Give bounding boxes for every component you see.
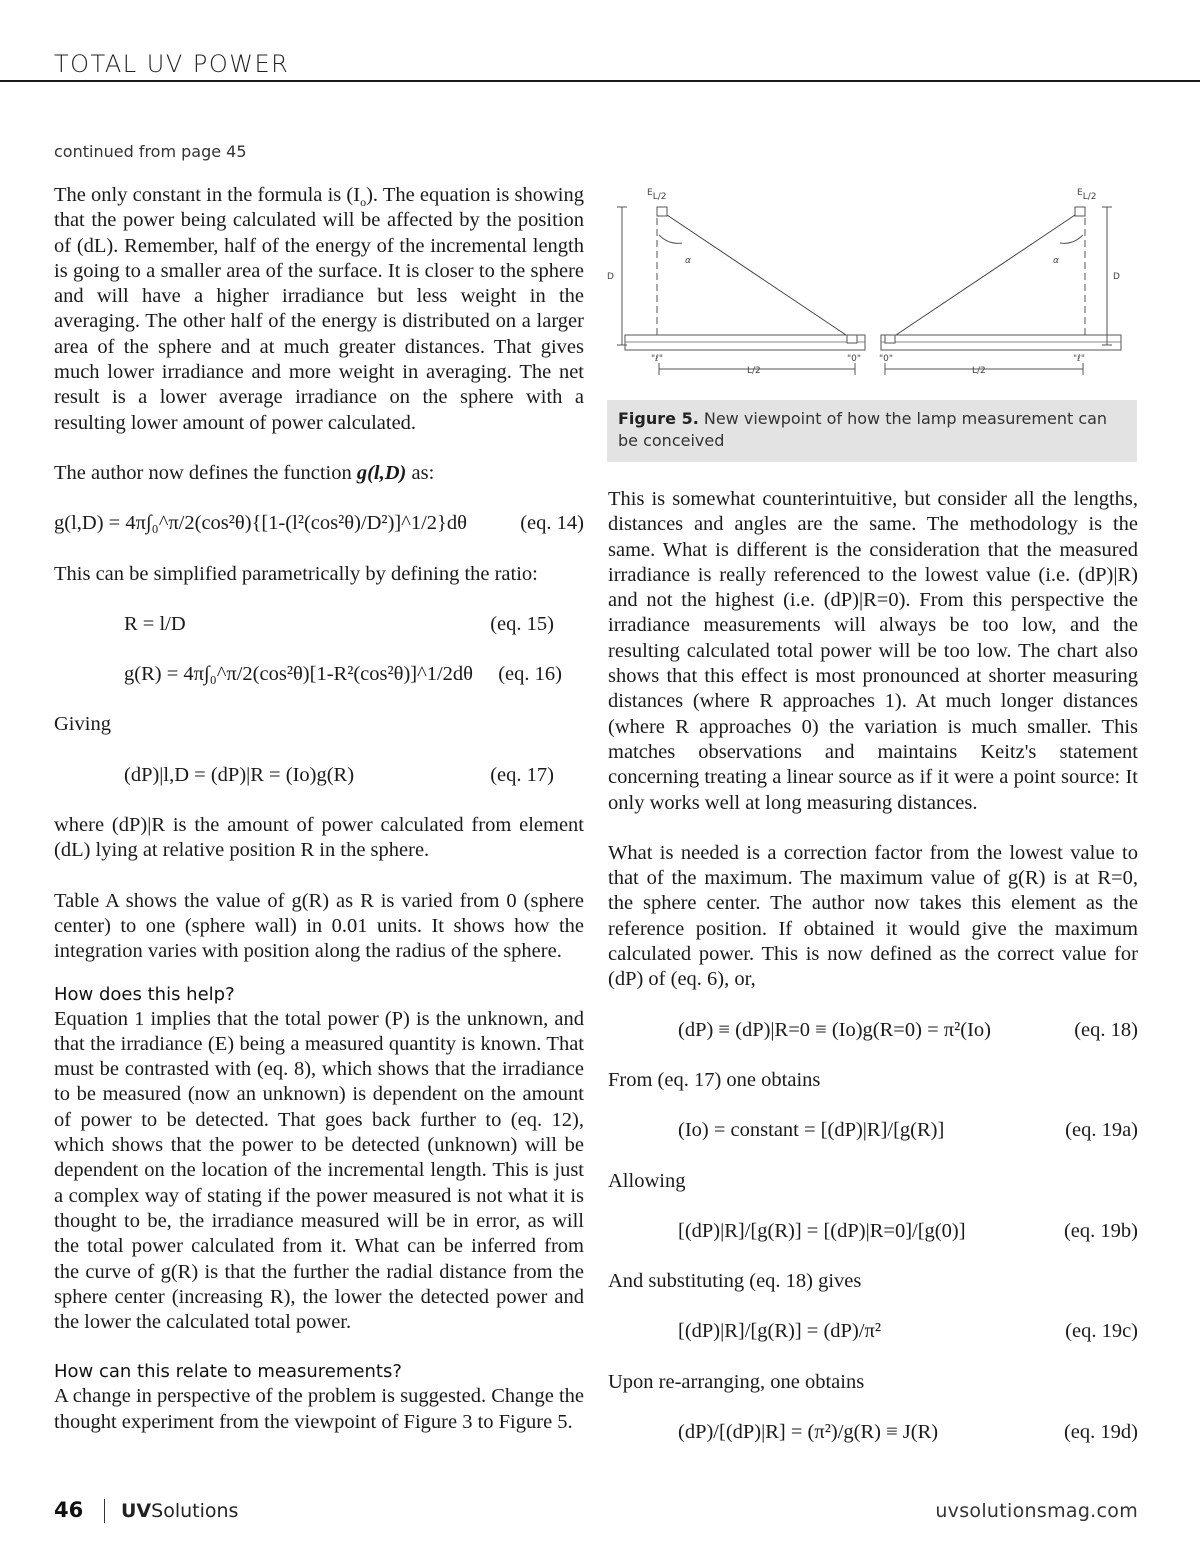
equation-tag: (eq. 17)	[490, 763, 554, 786]
right-alpha-arc	[1060, 235, 1083, 243]
paragraph-2: The author now defines the function g(l,D) as:	[54, 461, 435, 484]
magazine-url: uvsolutionsmag.com	[935, 1500, 1138, 1522]
paragraph-r5: Upon re-arranging, one obtains	[608, 1370, 865, 1393]
subhead-measurements: How can this relate to measurements?	[54, 1361, 402, 1383]
continued-note: continued from page 45	[54, 142, 247, 161]
allowing-text: Allowing	[608, 1169, 686, 1192]
equation-tag: (eq. 19c)	[1065, 1320, 1138, 1343]
lamp-geometry-diagram	[607, 183, 1137, 398]
equation-tag: (eq. 16)	[498, 663, 562, 686]
left-zero-label: "0"	[847, 354, 862, 364]
left-ray-line	[667, 215, 852, 339]
equation-tag: (eq. 18)	[1074, 1018, 1138, 1041]
equation-tag: (eq. 19a)	[1065, 1119, 1138, 1142]
figure-caption-label: Figure 5.	[618, 409, 699, 428]
equation-tag: (eq. 19b)	[1063, 1219, 1138, 1242]
paragraph-r3: From (eq. 17) one obtains	[608, 1068, 821, 1091]
right-detector-marker	[1075, 207, 1085, 216]
right-l2-label: L/2	[972, 366, 986, 376]
equation-tag: (eq. 19d)	[1063, 1421, 1138, 1444]
right-zero-marker	[885, 335, 895, 343]
left-ell-label: "ℓ"	[651, 354, 663, 364]
right-alpha-label: α	[1053, 256, 1059, 266]
paragraph-r2: What is needed is a correction factor from the lowest value to that of the maximum. The maximum value of g(R) is at R=0, the sphere center. The author now takes this element as the reference position. If obtained it would give the maximum calculated power. This is now defined as the correct value for (dP) of (eq. 6), or,	[608, 841, 1138, 991]
header-rule	[0, 80, 1200, 82]
right-zero-label: "0"	[879, 354, 894, 364]
section-title: TOTAL UV POWER	[54, 50, 290, 78]
left-e-label: EL/2	[647, 188, 667, 202]
equation-16: g(R) = 4π∫₀^π/2(cos²θ)[1-R²(cos²θ)]^1/2dθ (eq. 16)	[54, 662, 584, 687]
equation-19b: [(dP)|R]/[g(R)] = [(dP)|R=0]/[g(0)] (eq. 19b)	[608, 1219, 1138, 1244]
right-ray-line	[890, 215, 1075, 339]
paragraph-r1: This is somewhat counterintuitive, but consider all the lengths, distances and angles are the same. The methodology is the same. What is different is the consideration that the measured irradiance is really referenced to the lowest value (i.e. (dP)|R) and not the highest (i.e. (dP)|R=0). From this perspective the irradiance measurements will always be too low, and the resulting calculated total power will be too low. The chart also shows that this effect is most pronounced at shorter measuring distances (where R approaches 1). At much longer distances (where R approaches 0) the variation is much smaller. This matches observations and maintains Keitz's statement concerning treating a linear source as if it were a point source: It only works well at long measuring distances.	[608, 488, 1138, 814]
left-alpha-label: α	[685, 256, 691, 266]
paragraph-6: Equation 1 implies that the total power (P) is the unknown, and that the irradiance (E) being a measured quantity is known. That must be contrasted with (eq. 8), which shows that the irradiance to be measured (now an unknown) is dependent on the amount of power to be detected. That goes back further to (eq. 12), which shows that the power to be detected (unknown) will be dependent on the location of the incremental length. This is just a complex way of stating if the power measured is not what it is thought to be, the irradiance measured will be in error, as will the total power calculated from it. What can be inferred from the curve of g(R) is that the further the radial distance from the sphere center (increasing R), the lower the detected power and the lower the calculated total power.	[54, 1007, 584, 1334]
equation-19c: [(dP)|R]/[g(R)] = (dP)/π² (eq. 19c)	[608, 1319, 1138, 1344]
subhead-how-does-this-help: How does this help?	[54, 983, 235, 1005]
left-d-label: D	[607, 272, 614, 282]
page-number: 46	[54, 1498, 84, 1522]
equation-15: R = l/D (eq. 15)	[54, 612, 584, 637]
right-d-label: D	[1113, 272, 1120, 282]
giving-text: Giving	[54, 713, 111, 736]
equation-17: (dP)|l,D = (dP)|R = (Io)g(R) (eq. 17)	[54, 763, 584, 788]
equation-19a: (Io) = constant = [(dP)|R]/[g(R)] (eq. 19a)	[608, 1118, 1138, 1143]
equation-tag: (eq. 14)	[520, 512, 584, 535]
left-alpha-arc	[659, 235, 682, 243]
paragraph-3: This can be simplified parametrically by defining the ratio:	[54, 562, 538, 585]
left-column	[54, 183, 584, 1435]
paragraph-7: A change in perspective of the problem is suggested. Change the thought experiment from the viewpoint of Figure 3 to Figure 5.	[54, 1385, 585, 1433]
figure-caption-text: New viewpoint of how the lamp measurement can be conceived	[618, 409, 1108, 450]
left-zero-marker	[847, 335, 857, 343]
equation-18: (dP) ≡ (dP)|R=0 ≡ (Io)g(R=0) = π²(Io) (eq. 18)	[608, 1018, 1138, 1043]
right-ell-label: "ℓ"	[1073, 354, 1085, 364]
equation-tag: (eq. 15)	[490, 612, 554, 635]
right-column	[608, 487, 1138, 1445]
paragraph-4: where (dP)|R is the amount of power calculated from element (dL) lying at relative position R in the sphere.	[54, 814, 584, 862]
left-l2-label: L/2	[747, 366, 761, 376]
magazine-brand: UVSolutions	[121, 1500, 239, 1522]
left-detector-marker	[657, 207, 667, 216]
paragraph-r4: And substituting (eq. 18) gives	[608, 1270, 862, 1293]
figure-caption	[607, 400, 1137, 462]
paragraph-1: The only constant in the formula is $(I_o)$. The equation is showing that the power being calculated will be affected by the position of (dL). Remember, half of the energy of the incremental length is going to a smaller area of the surface. It is closer to the sphere and will have a higher irradiance but less weight in the averaging. The other half of the energy is distributed on a larger area of the sphere and at much greater distances. That gives much lower irradiance and more weight in averaging. The net result is a lower average irradiance on the sphere with a resulting lower amount of power calculated.	[54, 184, 584, 434]
equation-14: g(l,D) = 4π∫₀^π/2(cos²θ){[1-(l²(cos²θ)/D²)]^1/2}dθ (eq. 14)	[54, 511, 584, 536]
footer-separator	[104, 1499, 105, 1523]
equation-19d: (dP)/[(dP)|R] = (π²)/g(R) ≡ J(R) (eq. 19d)	[608, 1420, 1138, 1445]
paragraph-5: Table A shows the value of g(R) as R is varied from 0 (sphere center) to one (sphere wall) in 0.01 units. It shows how the integration varies with position along the radius of the sphere.	[54, 889, 584, 963]
right-e-label: EL/2	[1077, 188, 1097, 202]
figure-5	[607, 183, 1137, 463]
